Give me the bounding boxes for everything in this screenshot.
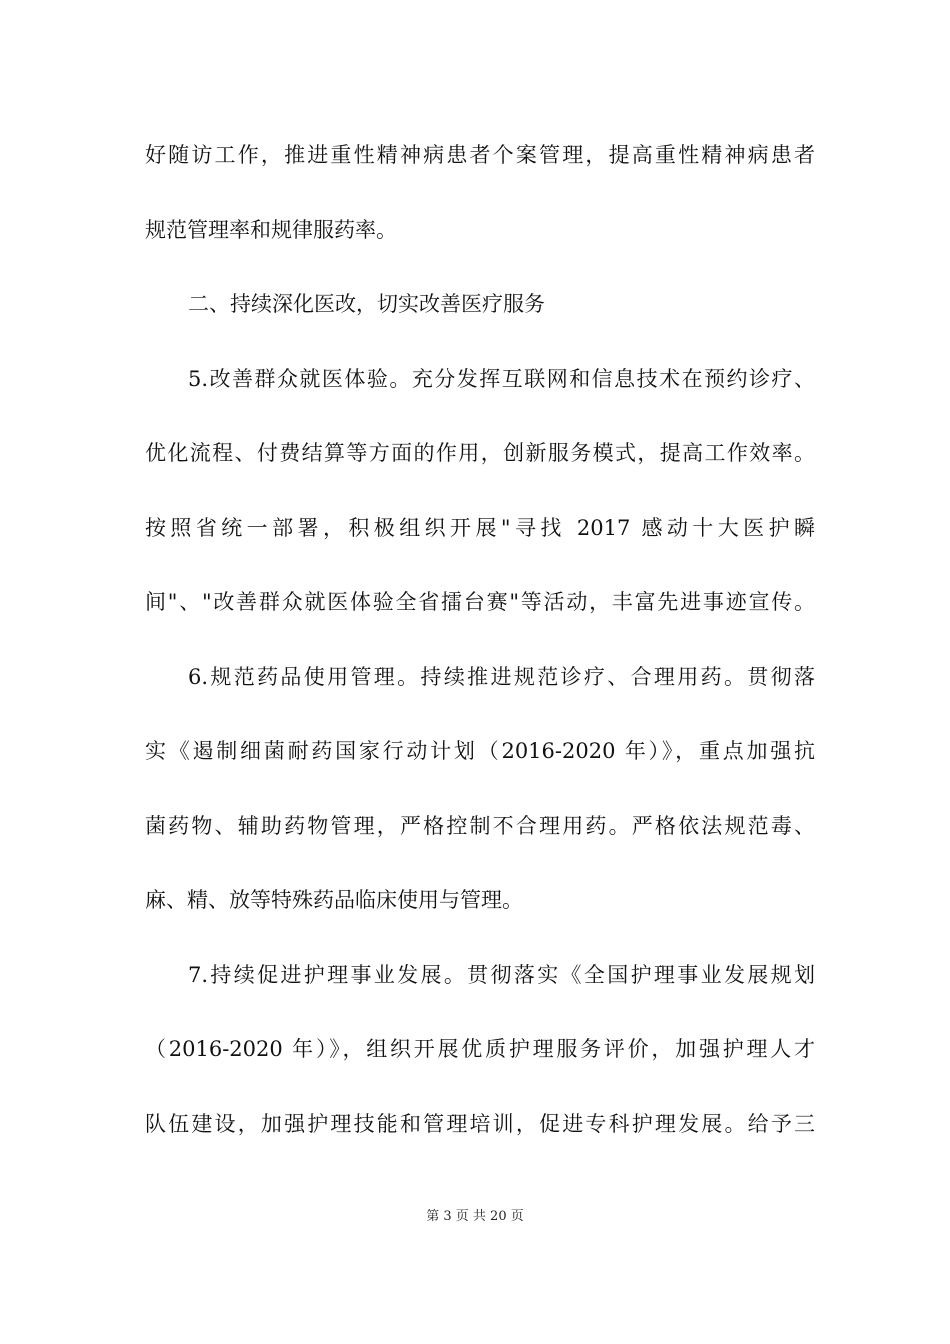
body-line-14: 队伍建设，加强护理技能和管理培训，促进专科护理发展。给予三 [145,1112,815,1136]
body-line-5: 优化流程、付费结算等方面的作用，创新服务模式，提高工作效率。 [145,441,815,465]
body-line-1: 好随访工作，推进重性精神病患者个案管理，提高重性精神病患者 [145,143,815,167]
body-line-8: 6.规范药品使用管理。持续推进规范诊疗、合理用药。贯彻落 [188,665,815,689]
body-line-4: 5.改善群众就医体验。充分发挥互联网和信息技术在预约诊疗、 [188,367,815,391]
body-line-12: 7.持续促进护理事业发展。贯彻落实《全国护理事业发展规划 [188,963,815,987]
body-line-2: 规范管理率和规律服药率。 [145,218,397,242]
body-line-10: 菌药物、辅助药物管理，严格控制不合理用药。严格依法规范毒、 [145,814,815,838]
body-line-7: 间"、"改善群众就医体验全省擂台赛"等活动，丰富先进事迹宣传。 [145,590,815,614]
body-line-11: 麻、精、放等特殊药品临床使用与管理。 [145,888,523,912]
section-heading: 二、持续深化医改，切实改善医疗服务 [188,292,545,316]
body-line-13: （2016-2020 年）》，组织开展优质护理服务评价，加强护理人才 [145,1037,815,1061]
body-line-6: 按照省统一部署，积极组织开展"寻找 2017 感动十大医护瞬 [145,516,815,540]
body-line-9: 实《遏制细菌耐药国家行动计划（2016-2020 年）》，重点加强抗 [145,739,815,763]
page-number-footer: 第 3 页 共 20 页 [426,1209,524,1224]
